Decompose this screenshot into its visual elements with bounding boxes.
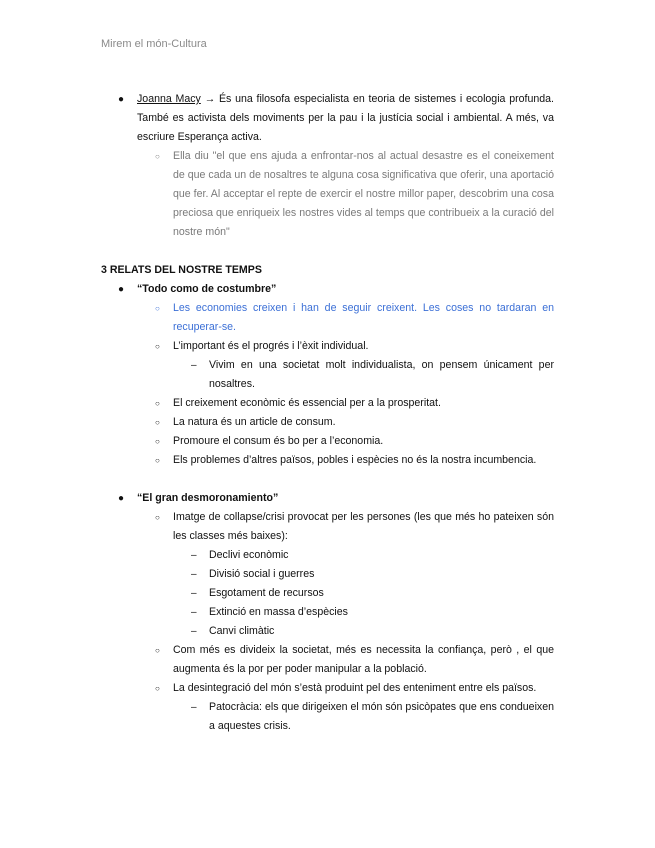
document-body xyxy=(101,90,554,736)
intro-bullet xyxy=(101,90,554,147)
list-subitem: – Vivim en una societat molt individualista, on pensem únicament per nosaltres. xyxy=(101,356,554,394)
list-subitem: – Canvi climàtic xyxy=(101,622,554,641)
bullet-icon: ● xyxy=(118,493,125,504)
bullet-icon: ○ xyxy=(155,513,160,522)
quote-item xyxy=(101,147,554,242)
bullet-icon: ● xyxy=(118,94,125,105)
bullet-icon: ○ xyxy=(155,399,160,408)
list-item: ○ Les economies creixen i han de seguir creixent. Les coses no tardaran en recuperar-se. xyxy=(101,299,554,337)
list-item: ○ Imatge de collapse/crisi provocat per les persones (les que més ho pateixen són les classes més baixes): xyxy=(101,508,554,546)
list-subitem: – Divisió social i guerres xyxy=(101,565,554,584)
list-item: ○ Els problemes d’altres països, pobles i espècies no és la nostra incumbencia. xyxy=(101,451,554,470)
bullet-icon: ○ xyxy=(155,456,160,465)
section-heading: 3 RELATS DEL NOSTRE TEMPS xyxy=(101,264,262,276)
dash-icon: – xyxy=(191,569,197,580)
list-subitem: – Extinció en massa d’espècies xyxy=(101,603,554,622)
page-header: Mirem el món-Cultura xyxy=(101,38,207,50)
relat2-title: ● “El gran desmoronamiento” xyxy=(101,489,554,508)
list-subitem: – Esgotament de recursos xyxy=(101,584,554,603)
list-item: ○ El creixement econòmic és essencial per a la prosperitat. xyxy=(101,394,554,413)
bullet-icon: ○ xyxy=(155,304,160,313)
list-subitem: – Declivi econòmic xyxy=(101,546,554,565)
dash-icon: – xyxy=(191,607,197,618)
bullet-icon: ● xyxy=(118,284,125,295)
list-item: ○ La natura és un article de consum. xyxy=(101,413,554,432)
list-item: ○ Promoure el consum és bo per a l’economia. xyxy=(101,432,554,451)
list-item: ○ L’important és el progrés i l’èxit individual. xyxy=(101,337,554,356)
bullet-icon: ○ xyxy=(155,418,160,427)
person-name-link[interactable]: Joanna Macy xyxy=(137,93,201,105)
dash-icon: – xyxy=(191,702,197,713)
dash-icon: – xyxy=(191,588,197,599)
bullet-icon: ○ xyxy=(155,437,160,446)
intro-text: És una filosofa especialista en teoria de sistemes i ecologia profunda. També es activista dels moviments per la pau i la justícia social i ambiental. A més, va escriure Esperança activa. xyxy=(137,93,554,143)
list-item: ○ La desintegració del món s’està produint pel des enteniment entre els països. xyxy=(101,679,554,698)
bullet-icon: ○ xyxy=(155,684,160,693)
dash-icon: – xyxy=(191,360,197,371)
bullet-icon: ○ xyxy=(155,342,160,351)
list-item: ○ Com més es divideix la societat, més es necessita la confiança, però , el que augmenta és la por per poder manipular a la població. xyxy=(101,641,554,679)
bullet-icon: ○ xyxy=(155,646,160,655)
quote-text: Ella diu "el que ens ajuda a enfrontar-nos al actual desastre es el coneixement de que cada un de nosaltres te alguna cosa significativa que oferir, una aportació que fer. Al acceptar el repte de exercir el nostre millor paper, descobrim una cosa preciosa que enriqueix les nostres vides al temps que contribueix a la curació del nostre món" xyxy=(173,150,554,238)
list-subitem: – Patocràcia: els que dirigeixen el món són psicòpates que ens condueixen a aquestes crisis. xyxy=(101,698,554,736)
bullet-icon: ○ xyxy=(155,152,160,161)
dash-icon: – xyxy=(191,626,197,637)
arrow-icon: → xyxy=(204,93,216,105)
dash-icon: – xyxy=(191,550,197,561)
relat1-title: ● “Todo como de costumbre” xyxy=(101,280,554,299)
